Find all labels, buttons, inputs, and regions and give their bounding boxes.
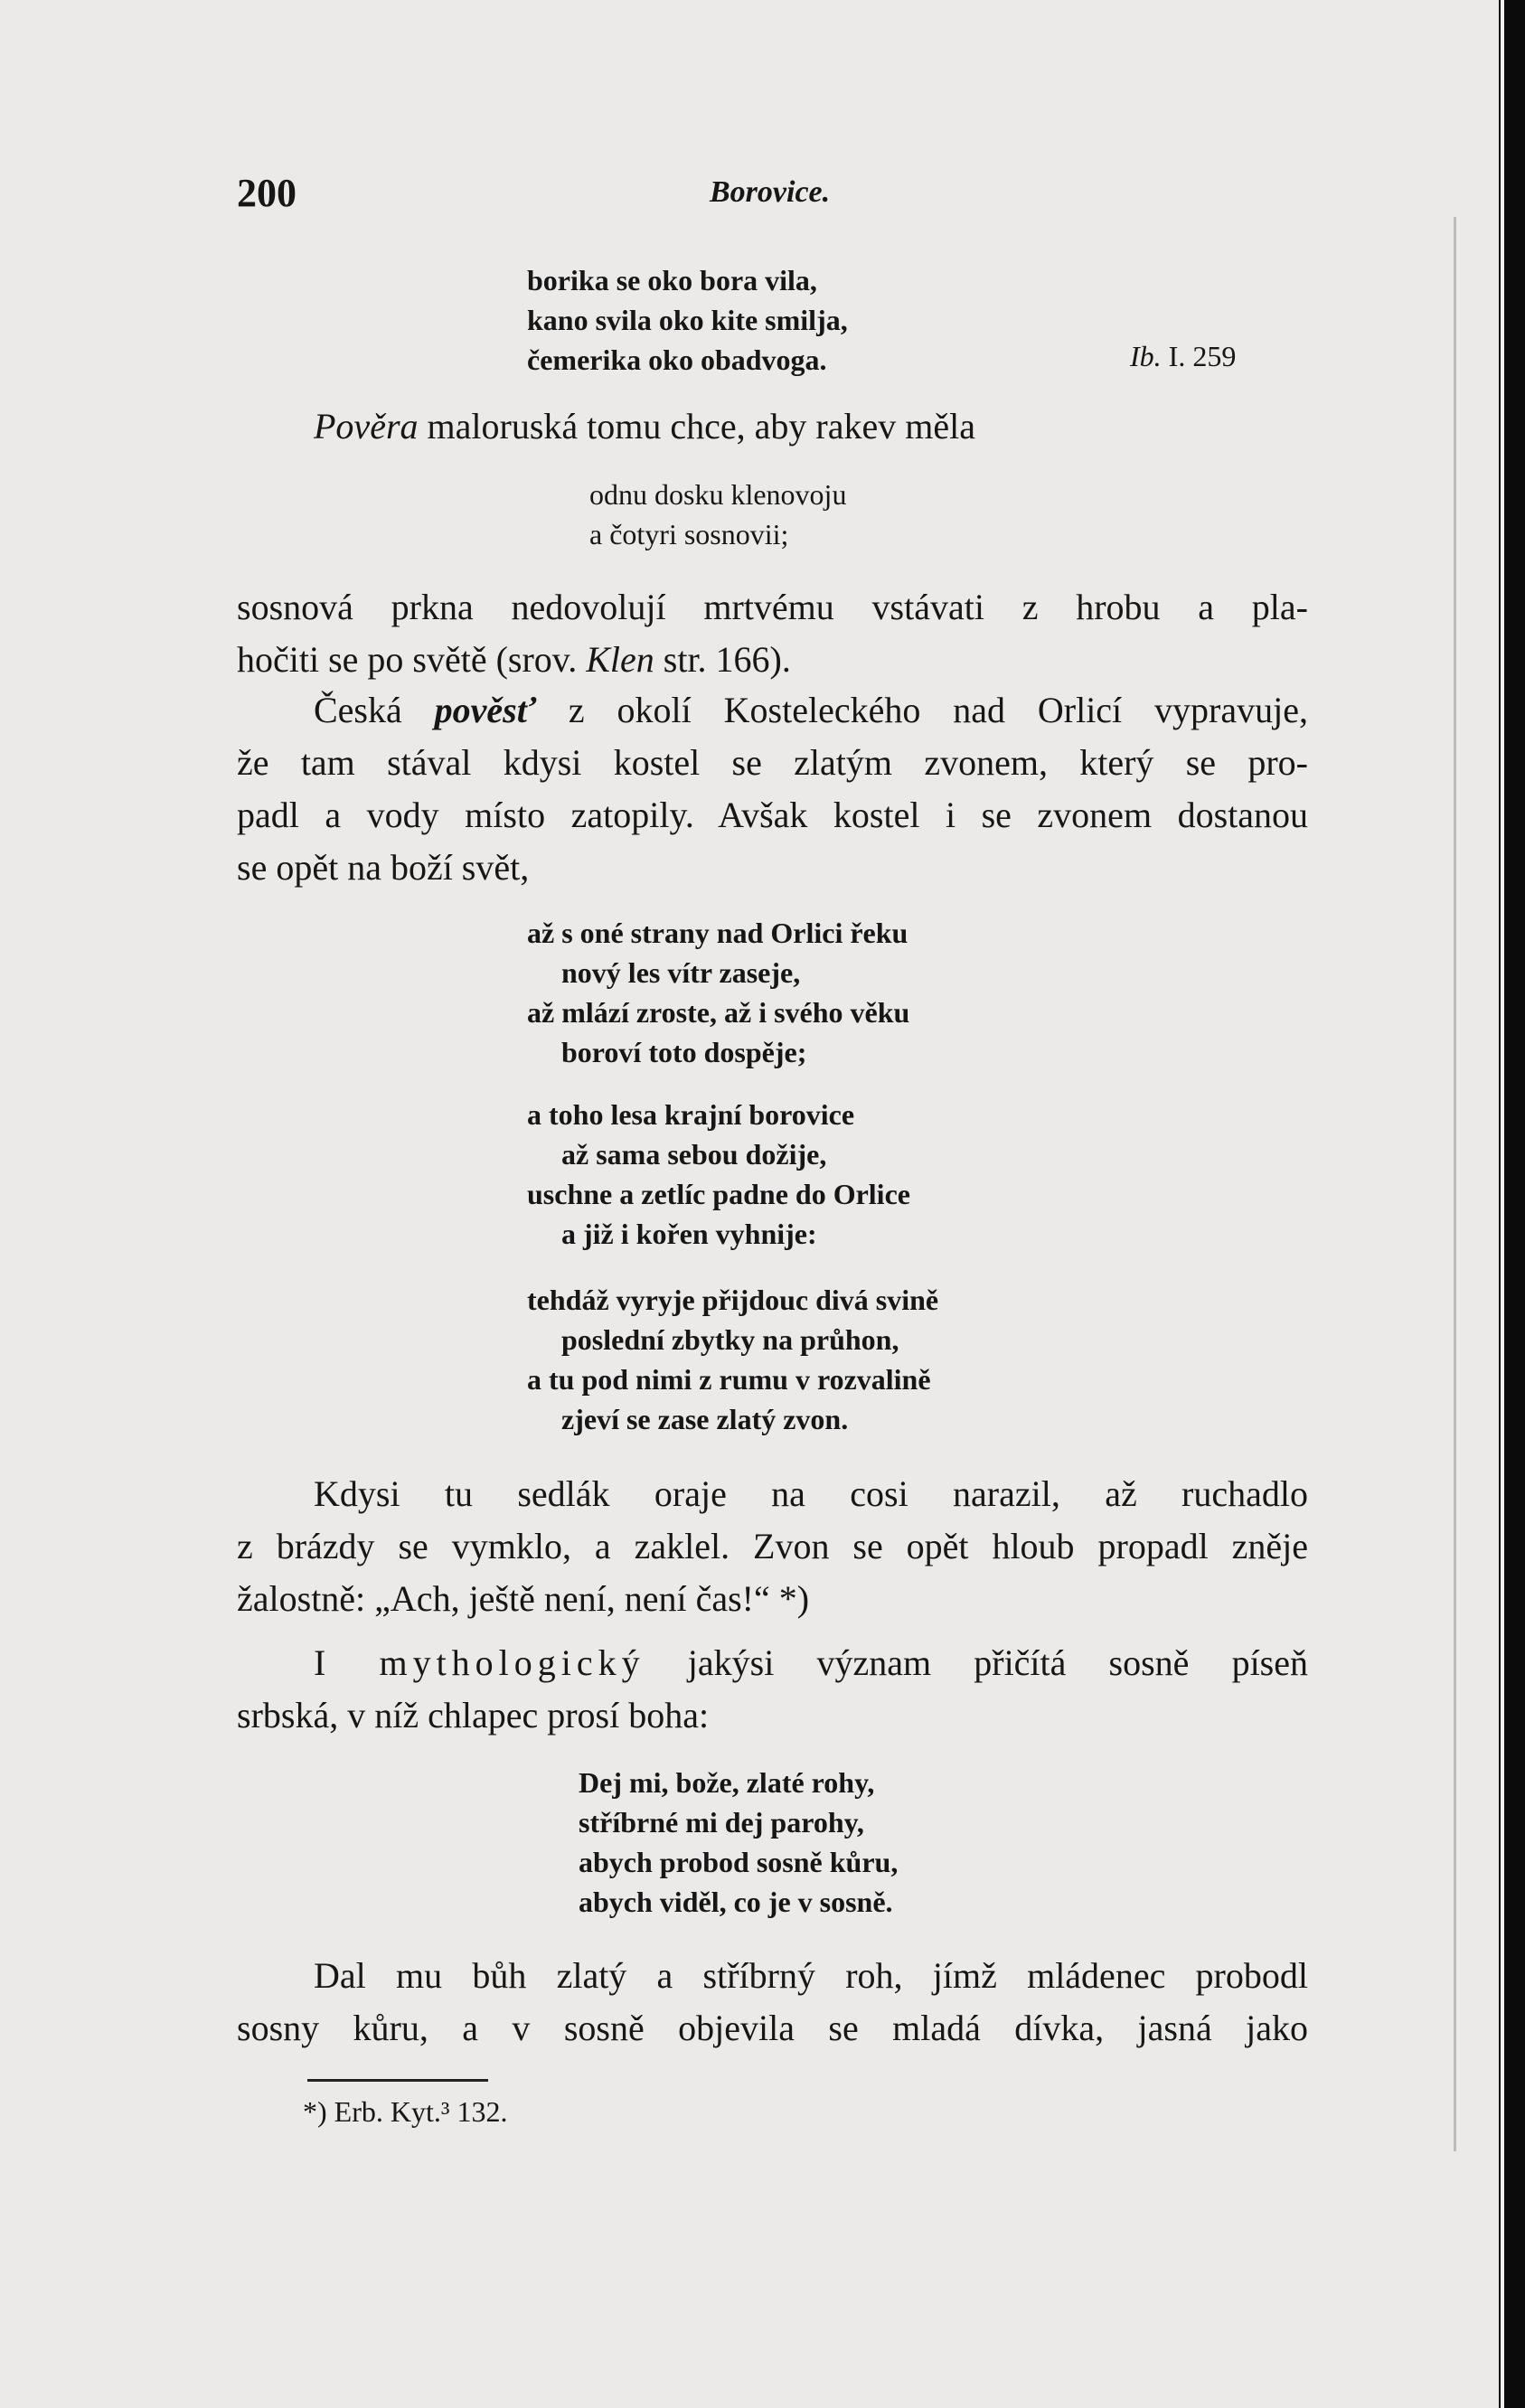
running-head: Borovice. xyxy=(710,175,831,209)
text-line: Dal mu bůh zlatý a stříbrný roh, jímž mládenec probodl xyxy=(314,1955,1308,1996)
text-line: se opět na boží svět, xyxy=(237,847,530,888)
text-line: I mythologický jakýsi význam přičítá sosně píseň xyxy=(314,1642,1309,1683)
verse-line: odnu dosku klenovoju xyxy=(589,478,847,511)
text-line: že tam stával kdysi kostel se zlatým zvonem, který se pro- xyxy=(237,742,1308,783)
text-line: Kdysi tu sedlák oraje na cosi narazil, až ruchadlo xyxy=(314,1473,1308,1514)
footnote: *) Erb. Kyt.³ 132. xyxy=(303,2095,508,2128)
text-line: Česká pověsť z okolí Kosteleckého nad Orlicí vypravuje, xyxy=(314,690,1308,730)
paragraph-4 xyxy=(237,1468,1308,1625)
paragraph-1: Pověra maloruská tomu chce, aby rakev měla xyxy=(314,406,975,447)
poem-stanza-3: tehdáž vyryje přijdouc divá svině poslední zbytky na průhon, a tu pod nimi z rumu v rozvalině zjeví se zase zlatý zvon. xyxy=(527,1284,939,1435)
verse-block-1 xyxy=(527,260,848,380)
verse-block-3: Dej mi, bože, zlaté rohy, stříbrné mi dej parohy, abych probod sosně kůru, abych viděl, co je v sosně. xyxy=(579,1766,899,1918)
paragraph-2 xyxy=(237,581,1308,686)
verse-line: kano svila oko kite smilja, xyxy=(527,304,848,336)
text-line: srbská, v níž chlapec prosí boha: xyxy=(237,1695,710,1735)
paragraph-3 xyxy=(237,684,1308,894)
verse-reference: Ib. I. 259 xyxy=(1130,340,1237,372)
text-line: sosnová prkna nedovolují mrtvému vstávati z hrobu a pla- xyxy=(237,587,1308,627)
paragraph-5 xyxy=(237,1637,1308,1742)
text-line: z brázdy se vymklo, a zaklel. Zvon se opět hloub propadl zněje xyxy=(237,1526,1308,1566)
page-header xyxy=(0,170,1499,224)
footnote-rule xyxy=(307,2079,488,2082)
poem-stanza-1: až s oné strany nad Orlici řeku nový les vítr zaseje, až mlází zroste, až i svého věku boroví toto dospěje; xyxy=(527,917,910,1068)
scan-edge-highlight xyxy=(1501,0,1504,2408)
poem-stanza-2: a toho lesa krajní borovice až sama sebou dožije, uschne a zetlíc padne do Orlice a již i kořen vyhnije: xyxy=(527,1098,910,1250)
verse-line: borika se oko bora vila, xyxy=(527,264,817,296)
page-fold-shadow xyxy=(1454,217,1456,2151)
text-line: hočiti se po světě (srov. Klen str. 166). xyxy=(237,639,791,680)
text-line: žalostně: „Ach, ještě není, není čas!“ *) xyxy=(237,1578,810,1619)
verse-block-2 xyxy=(589,475,846,554)
paragraph-6 xyxy=(237,1950,1308,2055)
verse-line: a čotyri sosnovii; xyxy=(589,518,789,550)
verse-line: čemerika oko obadvoga. xyxy=(527,343,827,376)
page-number: 200 xyxy=(237,171,297,215)
text-line: padl a vody místo zatopily. Avšak kostel i se zvonem dostanou xyxy=(237,795,1308,835)
text-line: sosny kůru, a v sosně objevila se mladá dívka, jasná jako xyxy=(237,2008,1308,2048)
